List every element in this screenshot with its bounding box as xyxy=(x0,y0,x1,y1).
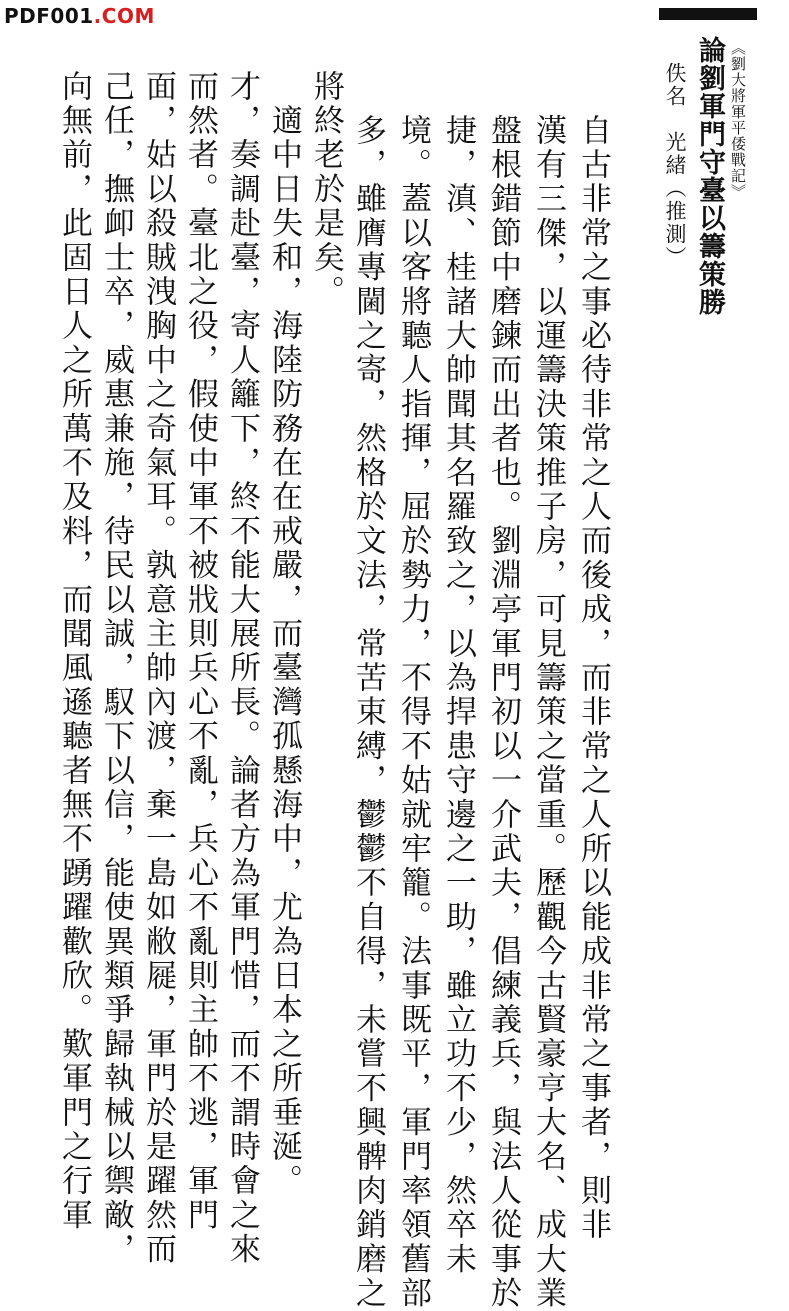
text-column-9: 才，奏調赴臺，寄人籬下，終不能大展所長。論者方為軍門惜，而不謂時會之來 xyxy=(224,70,260,1267)
header-rule xyxy=(659,8,757,20)
text-column-5: 境。蓋以客將聽人指揮，屈於勢力，不得不姑就牢籠。法事既平，軍門率領舊部 xyxy=(395,114,431,1311)
text-column-3: 盤根錯節中磨鍊而出者也。劉淵亭軍門初以一介武夫，倡練義兵，與法人從事於 xyxy=(485,114,521,1311)
article-title: 論劉軍門守臺以籌策勝 xyxy=(694,36,725,316)
text-column-8: 適中日失和，海陸防務在在戒嚴，而臺灣孤懸海中，尤為日本之所垂涎。 xyxy=(266,70,302,1199)
text-column-7: 將終老於是矣。 xyxy=(308,70,344,310)
text-column-6: 多，雖膺專閫之寄，然格於文法，常苦束縛，鬱鬱不自得，未嘗不興髀肉銷磨之 xyxy=(350,114,386,1311)
text-column-13: 向無前，此固日人之所萬不及料，而聞風遜聽者無不踴躍歡欣。歎軍門之行軍 xyxy=(56,70,92,1233)
text-column-1: 自古非常之事必待非常之人而後成，而非常之人所以能成非常之事者，則非 xyxy=(575,114,611,1243)
logo-text-primary: PDF001 xyxy=(4,4,94,28)
book-series-title: 《劉大將軍平倭戰記》 xyxy=(729,40,747,200)
text-column-11: 面，姑以殺賊洩胸中之奇氣耳。孰意主帥內渡，棄一島如敝屣，軍門於是躍然而 xyxy=(140,70,176,1267)
author-byline: 佚名 光緒（推測） xyxy=(663,62,687,269)
site-logo xyxy=(4,4,155,28)
text-column-12: 己任，撫卹士卒，威惠兼施，待民以誠，馭下以信，能使異類爭歸執械以禦敵， xyxy=(98,70,134,1267)
text-column-4: 捷，滇、桂諸大帥聞其名羅致之，以為捍患守邊之一助，雖立功不少，然卒未 xyxy=(440,114,476,1277)
logo-text-domain: .COM xyxy=(93,4,155,28)
text-column-10: 而然者。臺北之役，假使中軍不被戕則兵心不亂，兵心不亂則主帥不逃，軍門 xyxy=(182,70,218,1233)
text-column-2: 漢有三傑，以運籌決策推子房，可見籌策之當重。歷觀今古賢豪亨大名、成大業 xyxy=(530,114,566,1311)
